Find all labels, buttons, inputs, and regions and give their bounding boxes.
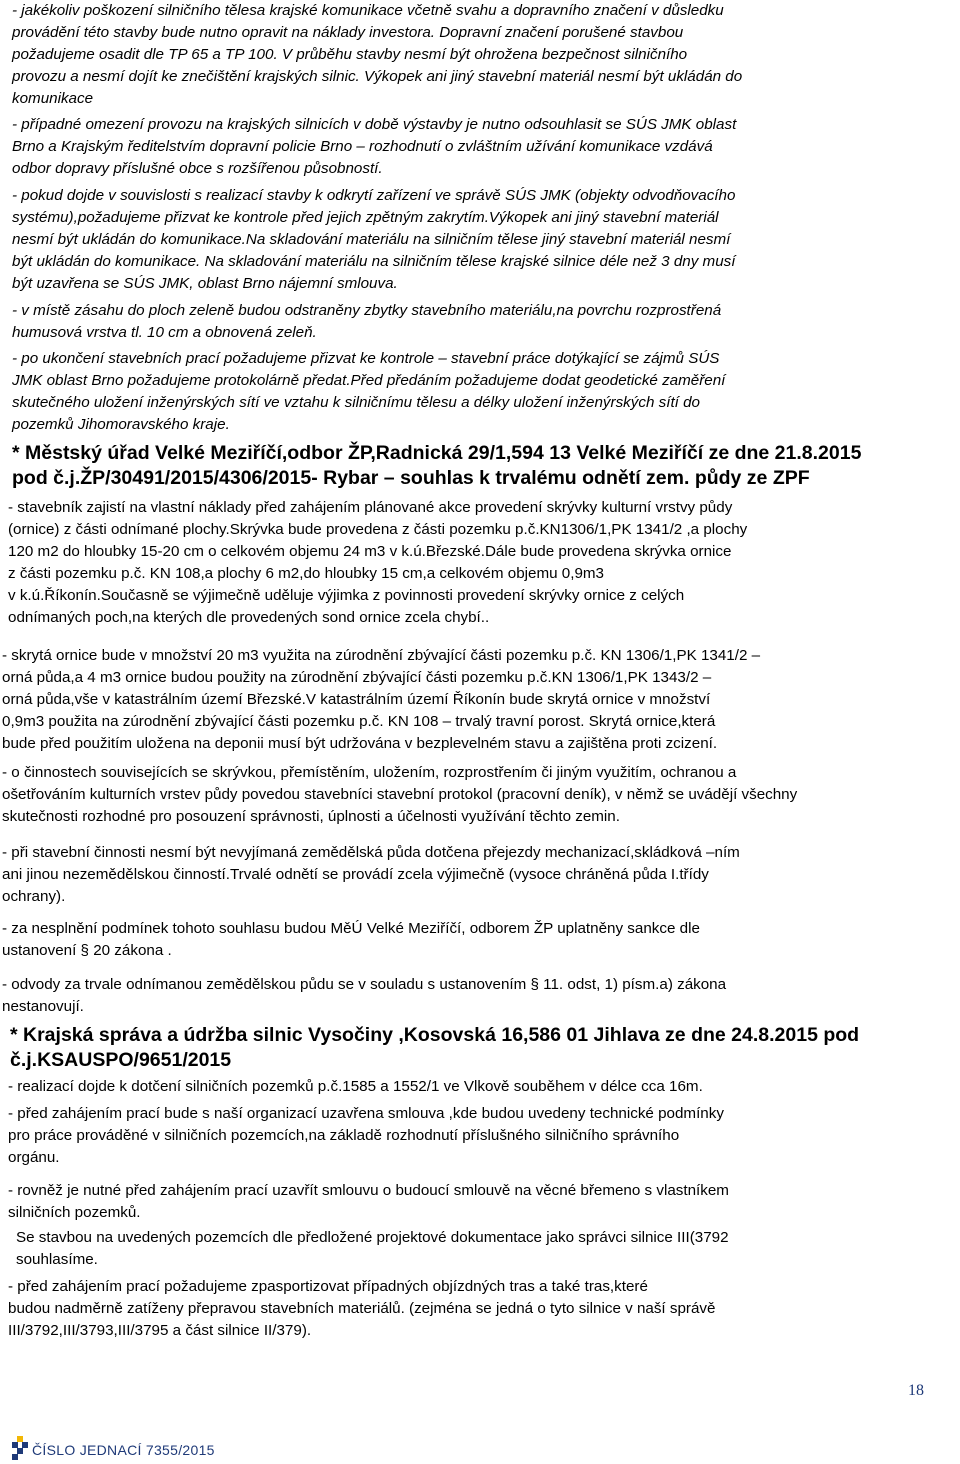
paragraph-road-damage: - jakékoliv poškození silničního tělesa krajské komunikace včetně svahu a dopravního značení v důsledku provádění této stavby bude nutno opravit na náklady investora. Dopravní značení porušené stavbou požadujeme osadit dle TP 65 a TP 100. V průběhu stavby nesmí být ohrožena bezpečnost silničního provozu a nesmí dojít ke znečištění krajských silnic. Výkopek ani jiný stavební materiál nesmí být ukládán do komunikace xyxy=(12,2,743,107)
paragraph-levies: - odvody za trvale odnímanou zemědělskou půdu se v souladu s ustanovením § 11. odst, 1) písm.a) zákona nestanovují. xyxy=(2,976,727,1015)
paragraph-contract: - před zahájením prací bude s naší organizací uzavřena smlouva ,kde budou uvedeny technické podmínky pro práce prováděné v silničních pozemcích,na základě rozhodnutí příslušného silničního správního orgánu. xyxy=(8,1105,724,1166)
paragraph-traffic-restriction: - případné omezení provozu na krajských silnicích v době výstavby je nutno odsouhlasit se SÚS JMK oblast Brno a Krajským ředitelstvím dopravní policie Brno – rozhodnutí o zvláštním užívání komunikace vzdává odbor dopravy příslušné obce s rozšířenou působností. xyxy=(12,116,737,177)
paragraph-road-plots: - realizací dojde k dotčení silničních pozemků p.č.1585 a 1552/1 ve Vlkově souběhem v délce cca 16m. xyxy=(8,1078,703,1095)
paragraph-consent: Se stavbou na uvedených pozemcích dle předložené projektové dokumentace jako správci silnice III(3792 souhlasíme. xyxy=(16,1229,729,1268)
paragraph-topsoil-removal: - stavebník zajistí na vlastní náklady před zahájením plánované akce provedení skrývky kulturní vrstvy půdy (ornice) z části odnímané plochy.Skrývka bude provedena z části pozemku p.č.KN1306/1,PK 1341/2 ,a plochy 120 m2 do hloubky 15-20 cm o celkovém objemu 24 m3 v k.ú.Březské.Dále bude provedena skrývka ornice z části pozemku p.č. KN 108,a plochy 6 m2,do hloubky 15 cm,a celkovém objemu 0,9m3 v k.ú.Říkonín.Současně se výjimečně uděluje výjimka z povinnosti provedení skrývky ornice z celých odnímaných poch,na kterých dle provedených sond ornice zcela chybí.. xyxy=(8,499,748,626)
paragraph-drainage-uncovering: - pokud dojde v souvislosti s realizací stavby k odkrytí zařízení ve správě SÚS JMK (objekty odvodňovacího systému),požadujeme přizvat ke kontrole před jejich zpětným zakrytím.Výkopek ani jiný stavební materiál nesmí být ukládán do komunikace.Na skladování materiálu na silničním tělese jiný stavební materiál nesmí být ukládán do komunikace. Na skladování materiálu na silničním tělese krajské silnice déle než 3 dny musí být uzavřena se SÚS JMK, oblast Brno nájemní smlouva. xyxy=(12,187,736,292)
paragraph-detour-routes: - před zahájením prací požadujeme zpasportizovat případných objízdných tras a také tras,které budou nadměrně zatíženy přepravou stavebních materiálů. (zejména se jedná o tyto silnice v naší správě III/3792,III/3793,III/3795 a část silnice II/379). xyxy=(8,1278,716,1339)
page-number: 18 xyxy=(908,1382,924,1399)
paragraph-easement: - rovněž je nutné před zahájením prací uzavřít smlouvu o budoucí smlouvě na věcné břemeno s vlastníkem silničních pozemků. xyxy=(8,1182,729,1221)
paragraph-sanctions: - za nesplnění podmínek tohoto souhlasu budou MěÚ Velké Meziříčí, odborem ŽP uplatněny sankce dle ustanovení § 20 zákona . xyxy=(2,920,700,959)
logo-icon xyxy=(12,1436,28,1460)
section-heading-ksus-vysociny: * Krajská správa a údržba silnic Vysočiny ,Kosovská 16,586 01 Jihlava ze dne 24.8.2015 pod č.j.KSAUSPO/9651/2015 xyxy=(10,1024,860,1071)
paragraph-topsoil-use: - skrytá ornice bude v množství 20 m3 využita na zúrodnění zbývající části pozemku p.č. KN 1306/1,PK 1341/2 – orná půda,a 4 m3 ornice budou použity na zúrodnění zbývající části pozemku p.č.KN 1306/1,PK 1343/2 – orná půda,vše v katastrálním území Březské.V katastrálním území Říkonín bude skrytá ornice v množství 0,9m3 použita na zúrodnění zbývající části pozemku p.č. KN 108 – trvalý travní porost. Skrytá ornice,která bude před použitím uložena na deponii musí být udržována v bezplevelném stavu a zajištěna proti zcizení. xyxy=(2,647,761,752)
paragraph-farmland-protection: - při stavební činnosti nesmí být nevyjímaná zemědělská půda dotčena přejezdy mechanizací,skládková –ním ani jinou nezemědělskou činností.Trvalé odnětí se provádí zcela výjimečně (vysoce chráněná půda I.třídy ochrany). xyxy=(2,844,740,905)
paragraph-completion-check: - po ukončení stavebních prací požadujeme přizvat ke kontrole – stavební práce dotýkající se zájmů SÚS JMK oblast Brno požadujeme protokolárně předat.Před předáním požadujeme dodat geodetické zaměření skutečného uložení inženýrských sítí ve vztahu k silničnímu tělesu a délky uložení inženýrských sítí do pozemků Jihomoravského kraje. xyxy=(12,350,726,433)
section-heading-velke-mezirici: * Městský úřad Velké Meziříčí,odbor ŽP,Radnická 29/1,594 13 Velké Meziříčí ze dne 21.8.2015 pod č.j.ŽP/30491/2015/4306/2015- Rybar – souhlas k trvalému odnětí zem. půdy ze ZPF xyxy=(12,442,862,489)
footer xyxy=(12,1436,312,1462)
paragraph-soil-protocol: - o činnostech souvisejících se skrývkou, přemístěním, uložením, rozprostřením či jiným využitím, ochranou a ošetřováním kulturních vrstev půdy povedou stavebníci stavební protokol (pracovní deník), v němž se uvádějí všechny skutečnosti rozhodné pro posouzení správnosti, úplnosti a účelnosti využívání těchto zemin. xyxy=(2,764,798,825)
paragraph-greenery: - v místě zásahu do ploch zeleně budou odstraněny zbytky stavebního materiálu,na povrchu rozprostřená humusová vrstva tl. 10 cm a obnovená zeleň. xyxy=(12,302,722,341)
reference-number: ČÍSLO JEDNACÍ 7355/2015 xyxy=(32,1442,215,1458)
